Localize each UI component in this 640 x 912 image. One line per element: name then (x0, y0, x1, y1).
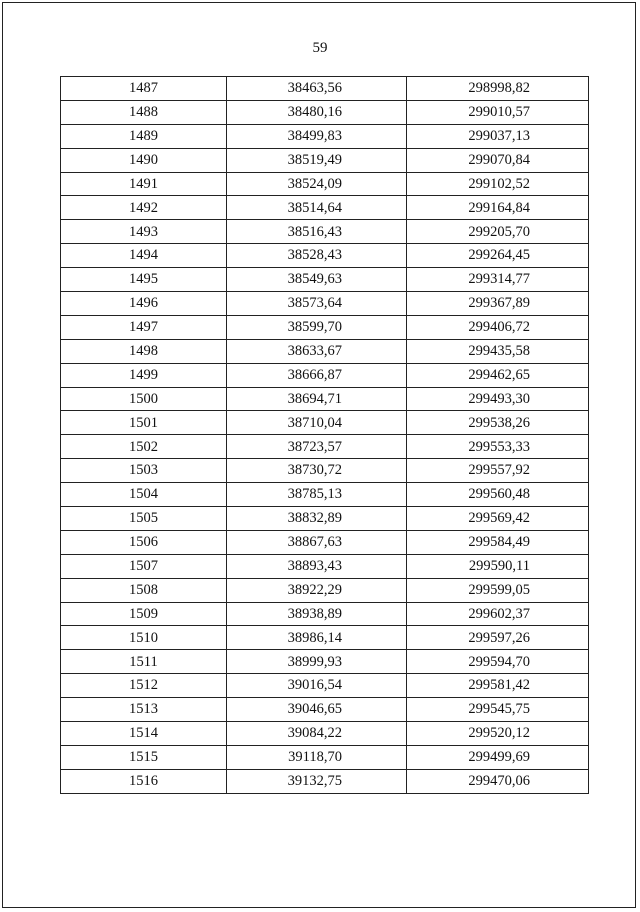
x-coordinate-cell: 38986,14 (227, 626, 407, 650)
point-number-cell: 1500 (61, 387, 227, 411)
table-row (61, 554, 589, 578)
y-coordinate-cell: 299406,72 (407, 315, 589, 339)
point-number-cell: 1487 (61, 77, 227, 101)
y-coordinate-cell: 299553,33 (407, 435, 589, 459)
x-coordinate-cell: 38832,89 (227, 507, 407, 531)
table-row (61, 172, 589, 196)
point-number-cell: 1516 (61, 769, 227, 793)
point-number-cell: 1492 (61, 196, 227, 220)
x-coordinate-cell: 38694,71 (227, 387, 407, 411)
table-row (61, 387, 589, 411)
y-coordinate-cell: 299597,26 (407, 626, 589, 650)
table-row (61, 530, 589, 554)
point-number-cell: 1489 (61, 124, 227, 148)
point-number-cell: 1507 (61, 554, 227, 578)
point-number-cell: 1511 (61, 650, 227, 674)
x-coordinate-cell: 38922,29 (227, 578, 407, 602)
point-number-cell: 1497 (61, 315, 227, 339)
y-coordinate-cell: 299538,26 (407, 411, 589, 435)
table-row (61, 268, 589, 292)
x-coordinate-cell: 38723,57 (227, 435, 407, 459)
y-coordinate-cell: 299594,70 (407, 650, 589, 674)
x-coordinate-cell: 38573,64 (227, 292, 407, 316)
table-row (61, 578, 589, 602)
table-row (61, 626, 589, 650)
table-row (61, 77, 589, 101)
table-row (61, 124, 589, 148)
table-row (61, 745, 589, 769)
y-coordinate-cell: 299493,30 (407, 387, 589, 411)
table-row (61, 602, 589, 626)
x-coordinate-cell: 38463,56 (227, 77, 407, 101)
x-coordinate-cell: 38710,04 (227, 411, 407, 435)
y-coordinate-cell: 299520,12 (407, 722, 589, 746)
x-coordinate-cell: 38633,67 (227, 339, 407, 363)
point-number-cell: 1501 (61, 411, 227, 435)
x-coordinate-cell: 39016,54 (227, 674, 407, 698)
table-row (61, 483, 589, 507)
table-row (61, 650, 589, 674)
x-coordinate-cell: 38785,13 (227, 483, 407, 507)
y-coordinate-cell: 299584,49 (407, 530, 589, 554)
x-coordinate-cell: 39132,75 (227, 769, 407, 793)
y-coordinate-cell: 299205,70 (407, 220, 589, 244)
table-row (61, 292, 589, 316)
table-row (61, 148, 589, 172)
table-row (61, 674, 589, 698)
x-coordinate-cell: 38666,87 (227, 363, 407, 387)
y-coordinate-cell: 298998,82 (407, 77, 589, 101)
x-coordinate-cell: 38528,43 (227, 244, 407, 268)
x-coordinate-cell: 38730,72 (227, 459, 407, 483)
x-coordinate-cell: 38499,83 (227, 124, 407, 148)
table-row (61, 411, 589, 435)
point-number-cell: 1493 (61, 220, 227, 244)
point-number-cell: 1506 (61, 530, 227, 554)
y-coordinate-cell: 299590,11 (407, 554, 589, 578)
x-coordinate-cell: 39084,22 (227, 722, 407, 746)
x-coordinate-cell: 38524,09 (227, 172, 407, 196)
point-number-cell: 1502 (61, 435, 227, 459)
point-number-cell: 1509 (61, 602, 227, 626)
x-coordinate-cell: 38867,63 (227, 530, 407, 554)
y-coordinate-cell: 299102,52 (407, 172, 589, 196)
point-number-cell: 1512 (61, 674, 227, 698)
point-number-cell: 1515 (61, 745, 227, 769)
point-number-cell: 1505 (61, 507, 227, 531)
x-coordinate-cell: 38599,70 (227, 315, 407, 339)
point-number-cell: 1494 (61, 244, 227, 268)
point-number-cell: 1490 (61, 148, 227, 172)
point-number-cell: 1495 (61, 268, 227, 292)
y-coordinate-cell: 299470,06 (407, 769, 589, 793)
table-row (61, 507, 589, 531)
y-coordinate-cell: 299435,58 (407, 339, 589, 363)
x-coordinate-cell: 38480,16 (227, 100, 407, 124)
y-coordinate-cell: 299037,13 (407, 124, 589, 148)
y-coordinate-cell: 299569,42 (407, 507, 589, 531)
point-number-cell: 1498 (61, 339, 227, 363)
table-row (61, 459, 589, 483)
x-coordinate-cell: 38516,43 (227, 220, 407, 244)
point-number-cell: 1499 (61, 363, 227, 387)
point-number-cell: 1491 (61, 172, 227, 196)
point-number-cell: 1504 (61, 483, 227, 507)
page-number: 59 (312, 40, 328, 56)
x-coordinate-cell: 38893,43 (227, 554, 407, 578)
table-row (61, 244, 589, 268)
y-coordinate-cell: 299602,37 (407, 602, 589, 626)
point-number-cell: 1513 (61, 698, 227, 722)
y-coordinate-cell: 299264,45 (407, 244, 589, 268)
table-row (61, 315, 589, 339)
point-number-cell: 1488 (61, 100, 227, 124)
x-coordinate-cell: 38938,89 (227, 602, 407, 626)
table-row (61, 220, 589, 244)
x-coordinate-cell: 38999,93 (227, 650, 407, 674)
point-number-cell: 1514 (61, 722, 227, 746)
y-coordinate-cell: 299560,48 (407, 483, 589, 507)
x-coordinate-cell: 39118,70 (227, 745, 407, 769)
y-coordinate-cell: 299599,05 (407, 578, 589, 602)
y-coordinate-cell: 299462,65 (407, 363, 589, 387)
coordinates-table (60, 76, 589, 794)
x-coordinate-cell: 38549,63 (227, 268, 407, 292)
y-coordinate-cell: 299367,89 (407, 292, 589, 316)
table-row (61, 435, 589, 459)
x-coordinate-cell: 39046,65 (227, 698, 407, 722)
coordinates-table-body (61, 77, 589, 794)
table-row (61, 196, 589, 220)
point-number-cell: 1508 (61, 578, 227, 602)
table-row (61, 698, 589, 722)
y-coordinate-cell: 299070,84 (407, 148, 589, 172)
table-row (61, 769, 589, 793)
point-number-cell: 1503 (61, 459, 227, 483)
point-number-cell: 1496 (61, 292, 227, 316)
table-row (61, 100, 589, 124)
table-row (61, 363, 589, 387)
x-coordinate-cell: 38519,49 (227, 148, 407, 172)
y-coordinate-cell: 299557,92 (407, 459, 589, 483)
y-coordinate-cell: 299581,42 (407, 674, 589, 698)
y-coordinate-cell: 299314,77 (407, 268, 589, 292)
table-row (61, 722, 589, 746)
table-row (61, 339, 589, 363)
y-coordinate-cell: 299545,75 (407, 698, 589, 722)
x-coordinate-cell: 38514,64 (227, 196, 407, 220)
y-coordinate-cell: 299499,69 (407, 745, 589, 769)
point-number-cell: 1510 (61, 626, 227, 650)
y-coordinate-cell: 299164,84 (407, 196, 589, 220)
y-coordinate-cell: 299010,57 (407, 100, 589, 124)
